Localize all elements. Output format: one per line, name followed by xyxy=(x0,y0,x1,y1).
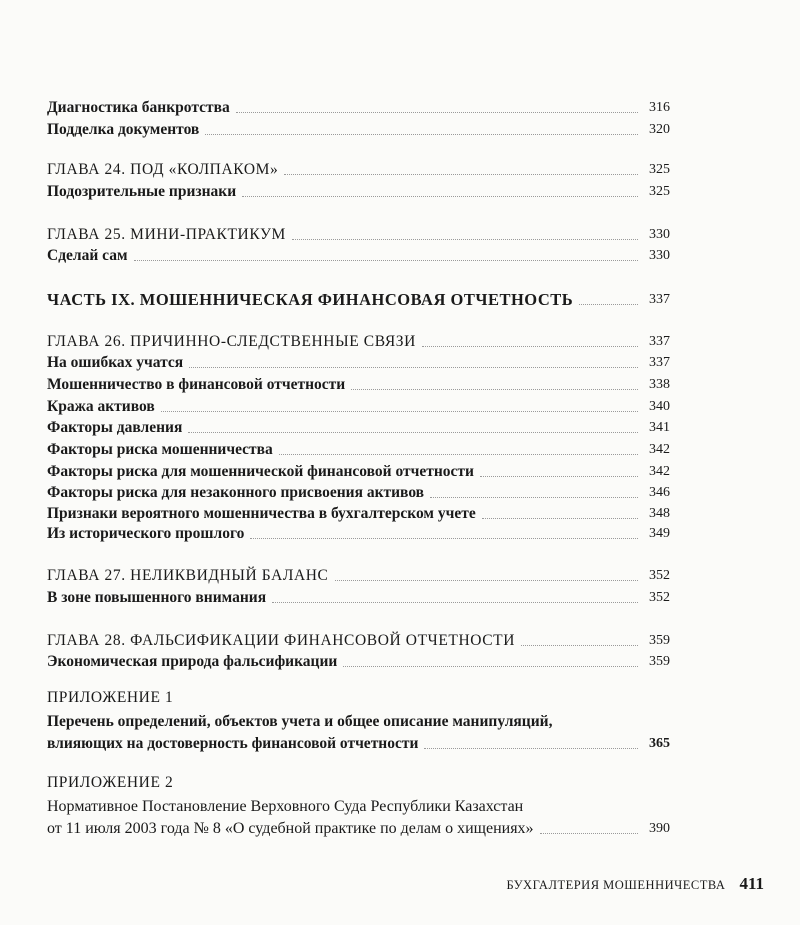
toc-entry-title: Факторы давления xyxy=(47,419,183,436)
toc-entry-page: 341 xyxy=(649,420,670,435)
toc-chapter-title: ГЛАВА 24. ПОД «КОЛПАКОМ» xyxy=(47,161,279,178)
dot-leader xyxy=(205,133,638,135)
toc-chapter-page: 352 xyxy=(649,568,670,583)
appendix-1-title-line-2: влияющих на достоверность финансовой отчетности xyxy=(47,735,419,752)
appendix-2-title-line-2: от 11 июля 2003 года № 8 «О судебной практике по делам о хищениях» xyxy=(47,820,534,837)
toc-entry xyxy=(47,375,670,395)
toc-chapter-title: ГЛАВА 27. НЕЛИКВИДНЫЙ БАЛАНС xyxy=(47,567,329,584)
toc-chapter-page: 359 xyxy=(649,633,670,648)
toc-entry xyxy=(47,397,670,417)
appendix-1-entry xyxy=(47,734,670,754)
toc-entry-title: Из исторического прошлого xyxy=(47,525,245,542)
toc-chapter-title: ГЛАВА 28. ФАЛЬСИФИКАЦИИ ФИНАНСОВОЙ ОТЧЕТНОСТИ xyxy=(47,632,516,649)
toc-entry-page: 359 xyxy=(649,654,670,669)
dot-leader xyxy=(242,195,638,197)
toc-entry-title: Мошенничество в финансовой отчетности xyxy=(47,376,346,393)
dot-leader xyxy=(351,388,638,390)
dot-leader xyxy=(279,453,638,455)
dot-leader xyxy=(188,431,638,433)
toc-entry-title: Диагностика банкротства xyxy=(47,99,230,116)
toc-part-page: 337 xyxy=(649,292,670,307)
page-number: 411 xyxy=(739,874,764,893)
toc-chapter xyxy=(47,332,670,352)
toc-entry-title: Подозрительные признаки xyxy=(47,183,237,200)
toc-entry xyxy=(47,524,670,544)
toc-entry xyxy=(47,652,670,672)
toc-entry-title: Факторы риска для незаконного присвоения активов xyxy=(47,484,425,501)
dot-leader xyxy=(236,111,638,113)
toc-entry-page: 338 xyxy=(649,377,670,392)
toc-chapter xyxy=(47,566,670,586)
dot-leader xyxy=(272,601,638,603)
toc-entry-page: 342 xyxy=(649,464,670,479)
toc-entry-page: 349 xyxy=(649,526,670,541)
appendix-2-entry xyxy=(47,819,670,839)
toc-chapter-page: 325 xyxy=(649,162,670,177)
toc-chapter-title: ГЛАВА 25. МИНИ-ПРАКТИКУМ xyxy=(47,226,286,243)
toc-entry xyxy=(47,418,670,438)
appendix-2-heading: ПРИЛОЖЕНИЕ 2 xyxy=(47,774,174,791)
appendix-1-page: 365 xyxy=(649,736,670,751)
toc-entry-page: 330 xyxy=(649,248,670,263)
toc-entry-title: Подделка документов xyxy=(47,121,200,138)
toc-entry xyxy=(47,182,670,202)
toc-entry xyxy=(47,440,670,460)
toc-chapter-title: ГЛАВА 26. ПРИЧИННО-СЛЕДСТВЕННЫЕ СВЯЗИ xyxy=(47,333,416,350)
toc-entry-page: 320 xyxy=(649,122,670,137)
dot-leader xyxy=(430,496,638,498)
toc-entry xyxy=(47,353,670,373)
toc-entry-page: 337 xyxy=(649,355,670,370)
dot-leader xyxy=(284,173,638,175)
toc-entry-page: 316 xyxy=(649,100,670,115)
dot-leader xyxy=(422,345,638,347)
toc-entry-page: 346 xyxy=(649,485,670,500)
appendix-2-title-line-1: Нормативное Постановление Верховного Суда Республики Казахстан xyxy=(47,798,524,815)
toc-chapter xyxy=(47,160,670,180)
toc-chapter-page: 337 xyxy=(649,334,670,349)
toc-entry-title: Факторы риска мошенничества xyxy=(47,441,273,458)
appendix-1-heading: ПРИЛОЖЕНИЕ 1 xyxy=(47,689,174,706)
toc-entry xyxy=(47,462,670,482)
page-footer xyxy=(506,874,764,894)
toc-chapter-page: 330 xyxy=(649,227,670,242)
dot-leader xyxy=(189,366,638,368)
running-title: БУХГАЛТЕРИЯ МОШЕННИЧЕСТВА xyxy=(506,878,726,892)
toc-entry xyxy=(47,483,670,503)
toc-entry xyxy=(47,98,670,118)
dot-leader xyxy=(480,475,638,477)
appendix-2-page: 390 xyxy=(649,821,670,836)
dot-leader xyxy=(250,537,638,539)
dot-leader xyxy=(161,410,638,412)
toc-entry-title: В зоне повышенного внимания xyxy=(47,589,267,606)
toc-entry-title: На ошибках учатся xyxy=(47,354,184,371)
toc-entry xyxy=(47,504,670,524)
appendix-1-title-line-1: Перечень определений, объектов учета и общее описание манипуляций, xyxy=(47,713,553,730)
dot-leader xyxy=(579,303,638,305)
toc-entry xyxy=(47,588,670,608)
toc-part xyxy=(47,290,670,310)
toc-entry-title: Признаки вероятного мошенничества в бухгалтерском учете xyxy=(47,505,476,522)
dot-leader xyxy=(134,259,638,261)
toc-entry-title: Факторы риска для мошеннической финансовой отчетности xyxy=(47,463,474,480)
toc-entry-title: Экономическая природа фальсификации xyxy=(47,653,338,670)
toc-chapter xyxy=(47,225,670,245)
toc-entry-page: 342 xyxy=(649,442,670,457)
toc-entry-page: 340 xyxy=(649,399,670,414)
dot-leader xyxy=(540,832,638,834)
toc-entry-title: Кража активов xyxy=(47,398,155,415)
dot-leader xyxy=(292,238,638,240)
dot-leader xyxy=(482,517,638,519)
dot-leader xyxy=(424,747,638,749)
toc-entry xyxy=(47,246,670,266)
toc-entry xyxy=(47,120,670,140)
toc-entry-title: Сделай сам xyxy=(47,247,128,264)
toc-part-title: ЧАСТЬ IX. МОШЕННИЧЕСКАЯ ФИНАНСОВАЯ ОТЧЕТНОСТЬ xyxy=(47,290,574,309)
dot-leader xyxy=(343,665,638,667)
toc-entry-page: 352 xyxy=(649,590,670,605)
dot-leader xyxy=(335,579,639,581)
dot-leader xyxy=(521,644,638,646)
toc-chapter xyxy=(47,631,670,651)
toc-entry-page: 325 xyxy=(649,184,670,199)
toc-entry-page: 348 xyxy=(649,506,670,521)
